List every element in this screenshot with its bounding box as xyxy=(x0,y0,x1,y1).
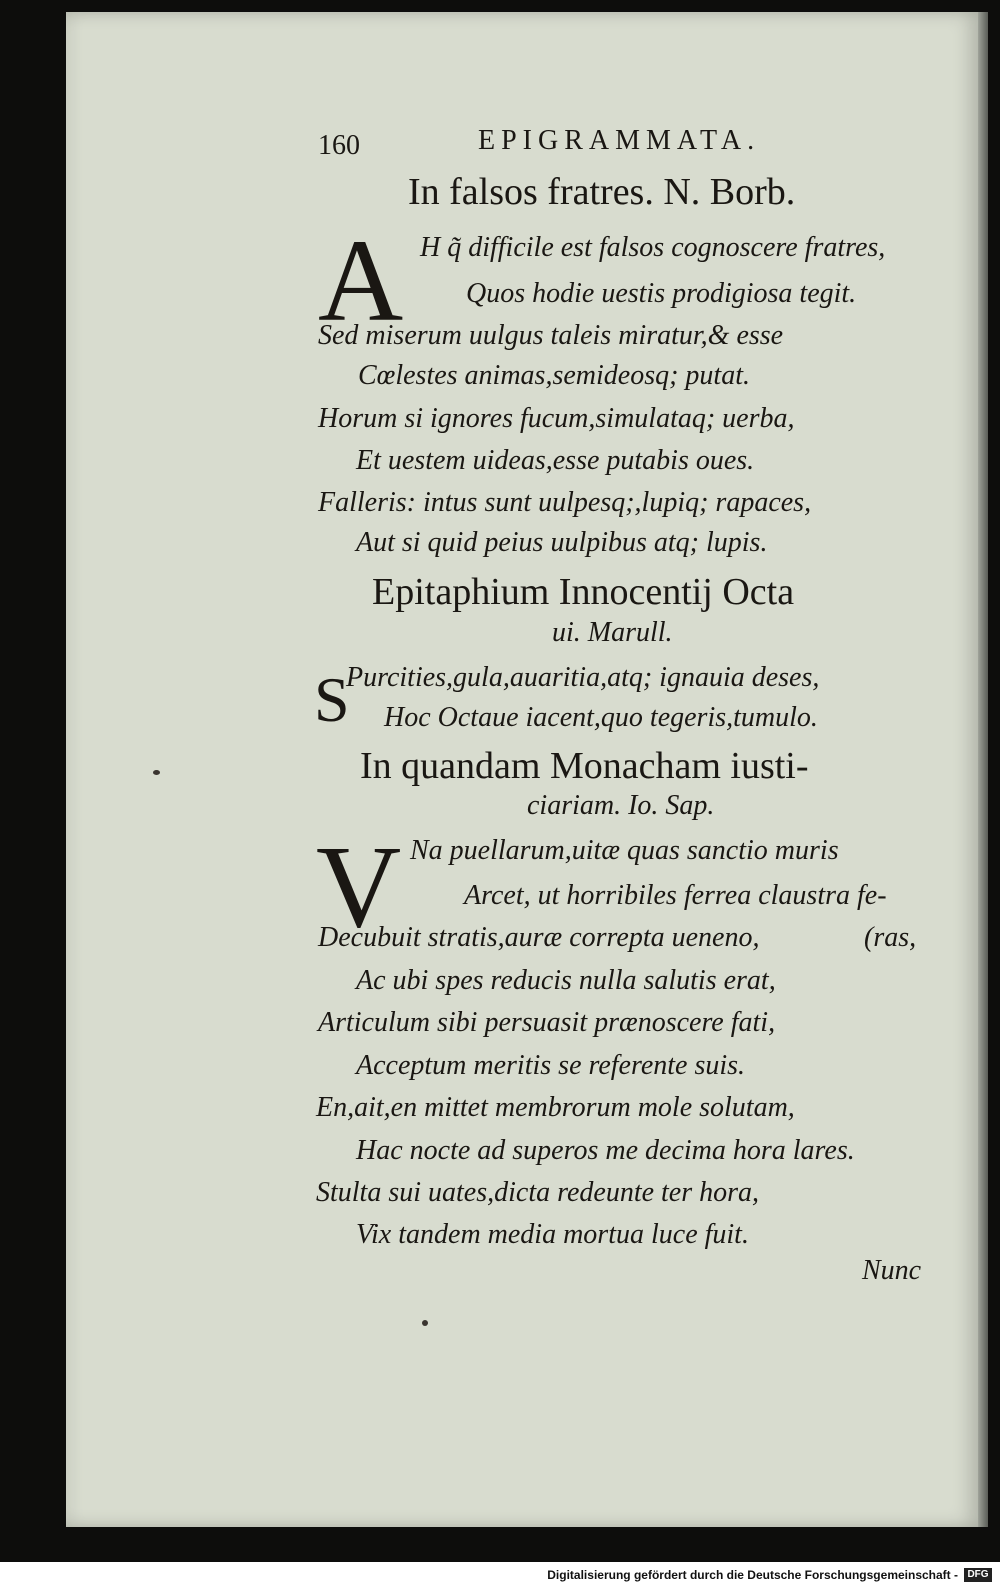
verse-line: Cœlestes animas,semideosq; putat. xyxy=(358,360,750,391)
verse-line: Vix tandem media mortua luce fuit. xyxy=(356,1219,749,1250)
digitization-footer xyxy=(0,1562,1000,1586)
verse-line: Hoc Octaue iacent,quo tegeris,tumulo. xyxy=(384,702,818,733)
poem-title: In quandam Monacham iusti- xyxy=(360,745,809,787)
catchword: Nunc xyxy=(862,1255,922,1286)
verse-line: Falleris: intus sunt uulpesq;,lupiq; rapaces, xyxy=(318,487,812,518)
verse-line: Articulum sibi persuasit prænoscere fati, xyxy=(318,1007,776,1038)
verse-line: Et uestem uideas,esse putabis oues. xyxy=(356,445,755,476)
poem-title-continuation: ui. Marull. xyxy=(552,617,673,648)
dfg-logo: DFG xyxy=(964,1568,992,1582)
turnover-fragment: (ras, xyxy=(864,922,917,953)
verse-line: H q̃ difficile est falsos cognoscere fratres, xyxy=(420,232,886,263)
ink-speck xyxy=(153,770,160,775)
drop-initial: S xyxy=(314,664,350,735)
verse-line: Ac ubi spes reducis nulla salutis erat, xyxy=(356,965,776,996)
verse-line: Purcities,gula,auaritia,atq; ignauia deses, xyxy=(346,662,820,693)
verse-line: Stulta sui uates,dicta redeunte ter hora, xyxy=(316,1177,760,1208)
page-edge xyxy=(978,12,988,1527)
verse-line: Decubuit stratis,auræ correpta ueneno, xyxy=(318,922,760,953)
verse-line: Horum si ignores fucum,simulataq; uerba, xyxy=(318,403,795,434)
page-number: 160 xyxy=(318,130,360,161)
poem-title: Epitaphium Innocentij Octa xyxy=(372,571,795,613)
poem-title: In falsos fratres. N. Borb. xyxy=(408,171,796,213)
verse-line: En,ait,en mittet membrorum mole solutam, xyxy=(316,1092,795,1123)
drop-initial: V xyxy=(316,821,402,952)
poem-title-continuation: ciariam. Io. Sap. xyxy=(527,790,715,821)
running-head: EPIGRAMMATA. xyxy=(478,125,761,156)
verse-line: Aut si quid peius uulpibus atq; lupis. xyxy=(356,527,768,558)
verse-line: Hac nocte ad superos me decima hora lares. xyxy=(356,1135,855,1166)
verse-line: Acceptum meritis se referente suis. xyxy=(356,1050,746,1081)
verse-line: Arcet, ut horribiles ferrea claustra fe- xyxy=(464,880,887,911)
verse-line: Na puellarum,uitæ quas sanctio muris xyxy=(410,835,839,866)
verse-line: Sed miserum uulgus taleis miratur,& esse xyxy=(318,320,784,351)
funding-credit: Digitalisierung gefördert durch die Deutsche Forschungsgemeinschaft - xyxy=(547,1568,958,1582)
ink-speck xyxy=(422,1320,428,1326)
drop-initial: A xyxy=(318,215,404,346)
verse-line: Quos hodie uestis prodigiosa tegit. xyxy=(466,278,857,309)
